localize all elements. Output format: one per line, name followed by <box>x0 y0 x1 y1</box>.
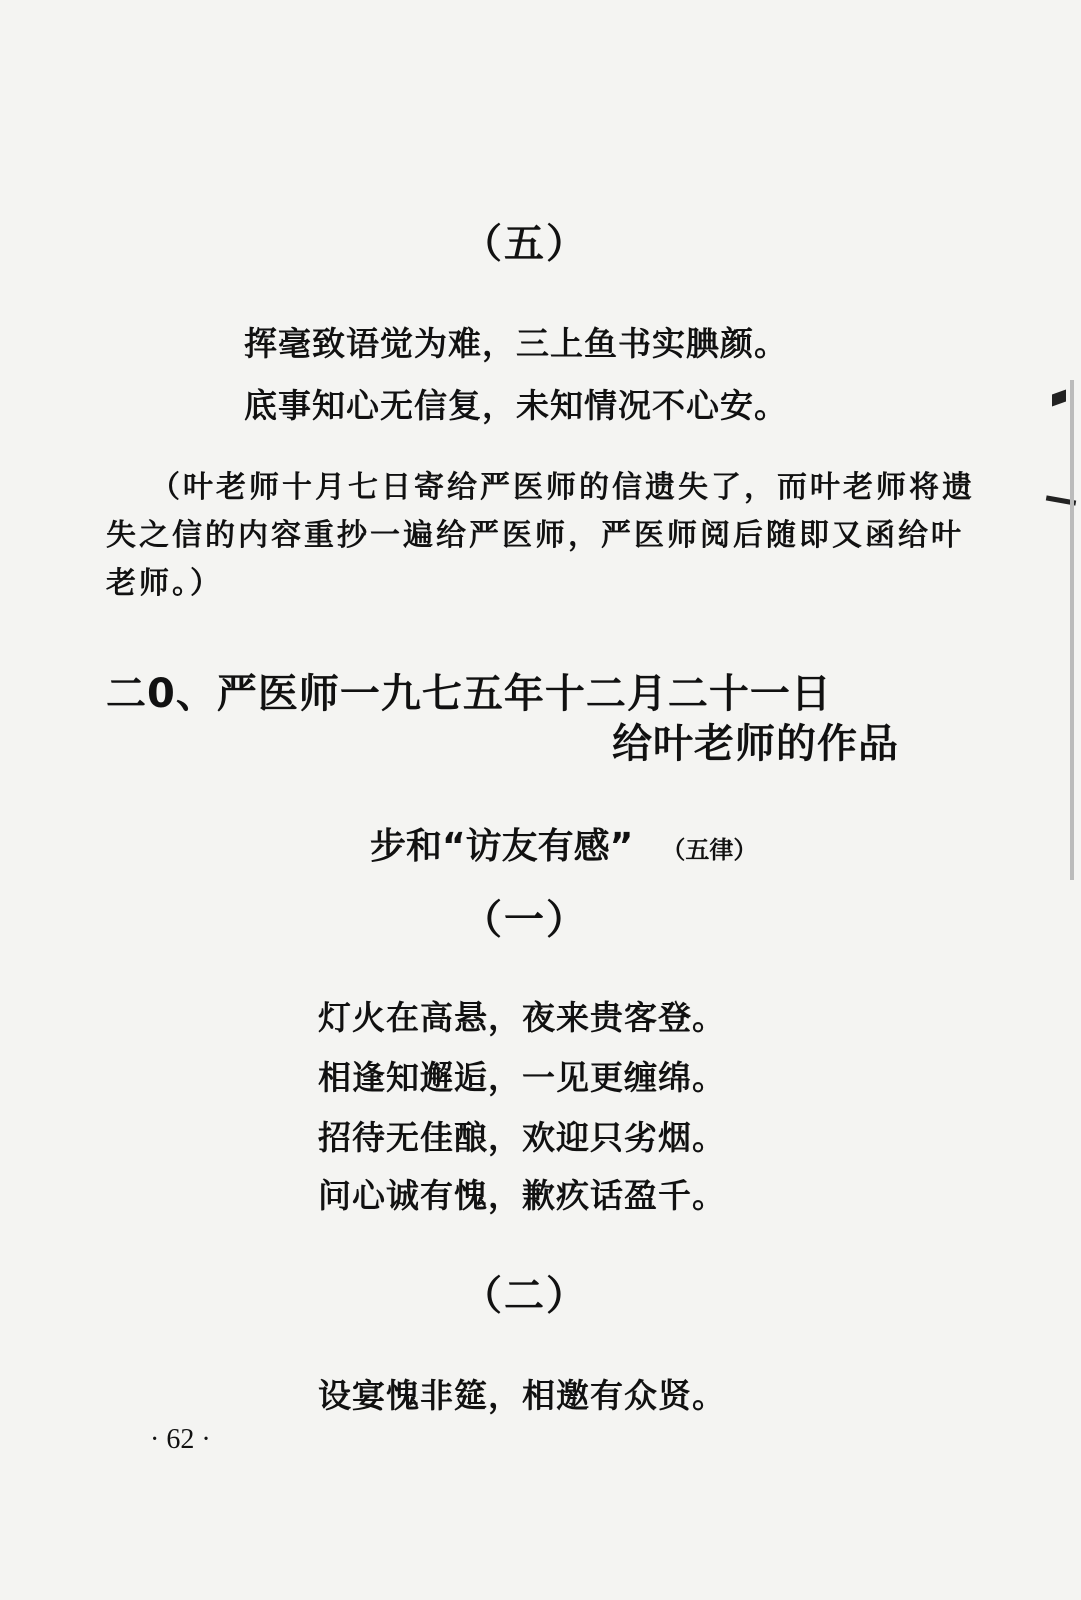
scan-edge-mark-top <box>1052 389 1066 406</box>
poem-title: 步和“访友有感” <box>370 826 634 867</box>
part-two-heading: （二） <box>462 1273 588 1319</box>
scan-edge-shadow <box>1070 380 1074 880</box>
part-one-heading: （一） <box>462 897 588 943</box>
part-one-line-1: 灯火在高悬，夜来贵客登。 <box>318 998 726 1037</box>
editor-note-line-1: （叶老师十月七日寄给严医师的信遗失了，而叶老师将遗 <box>150 470 975 505</box>
poem-title-row <box>370 818 757 869</box>
page-number: · 62 · <box>150 1424 211 1455</box>
section-five-line-1: 挥毫致语觉为难，三上鱼书实腆颜。 <box>244 324 788 363</box>
part-one-line-3: 招待无佳酿，欢迎只劣烟。 <box>318 1118 726 1157</box>
part-one-line-2: 相逢知邂逅，一见更缠绵。 <box>318 1058 726 1097</box>
editor-note-line-3: 老师。） <box>106 566 223 601</box>
editor-note-line-2: 失之信的内容重抄一遍给严医师，严医师阅后随即又函给叶 <box>106 518 964 553</box>
poem-form: （五律） <box>673 835 758 864</box>
chapter-title-line-2: 给叶老师的作品 <box>612 721 899 767</box>
part-one-line-4: 问心诚有愧，歉疚话盈千。 <box>318 1176 726 1215</box>
chapter-title-line-1: 二0、严医师一九七五年十二月二十一日 <box>106 671 832 717</box>
section-five-heading: （五） <box>462 221 588 267</box>
section-five-line-2: 底事知心无信复，未知情况不心安。 <box>244 386 788 425</box>
part-two-line-1: 设宴愧非筵，相邀有众贤。 <box>318 1376 726 1415</box>
